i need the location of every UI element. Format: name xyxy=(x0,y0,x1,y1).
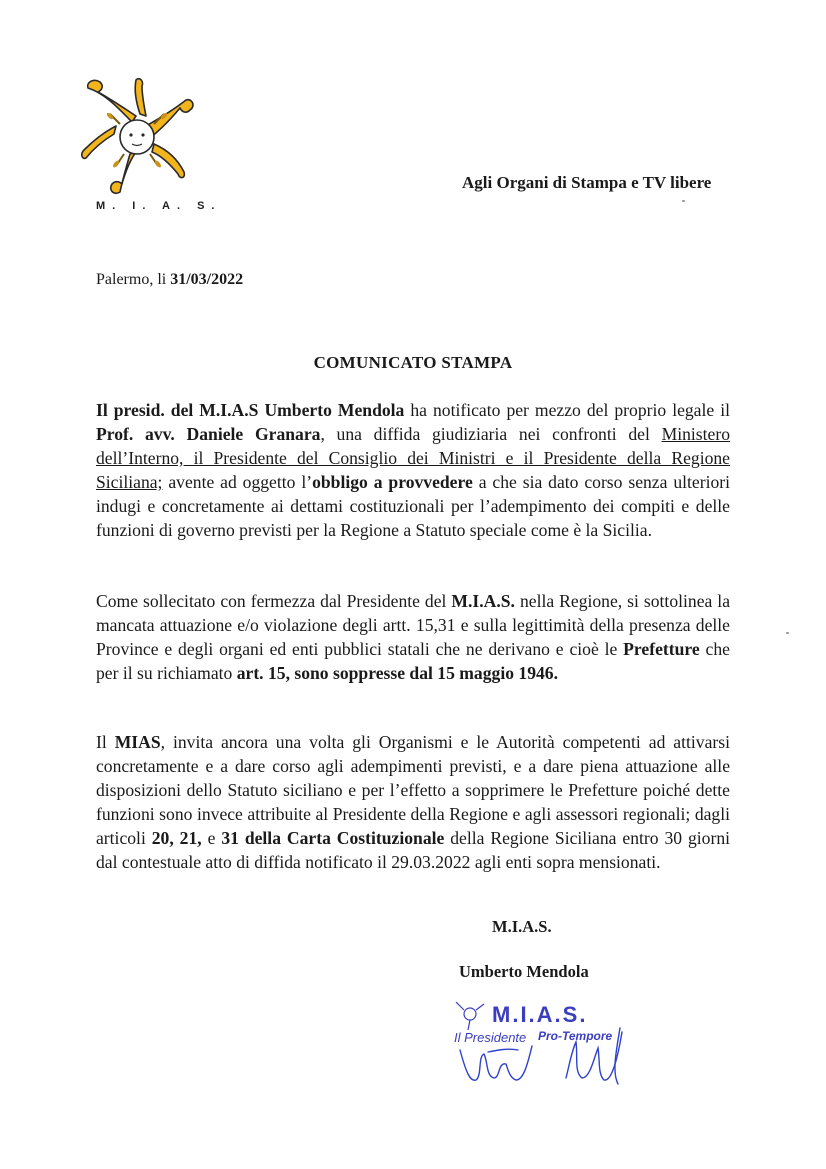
scan-speck xyxy=(682,200,685,202)
p2-text-2: nella Regione, si sottolinea la mancata attuazione e/o violazione degli artt. 15,31 e sulla legittimità della presenza delle Province e degli organi ed enti pubblici statali che ne derivano e cioè le xyxy=(96,591,730,659)
p1-bold-2: Prof. avv. Daniele Granara xyxy=(96,424,321,444)
p1-text-3: avente ad oggetto l’ xyxy=(162,472,313,492)
p3-text-1: Il xyxy=(96,732,115,752)
trinacria-logo-icon xyxy=(74,74,200,200)
date-prefix: Palermo, li xyxy=(96,271,171,288)
p1-bold-3: obbligo a provvedere xyxy=(312,472,473,492)
p3-bold-1: MIAS xyxy=(114,732,161,752)
p3-text-4: della Regione Siciliana entro 30 giorni dal contestuale atto di diffida notificato il 29.03.2022 agli enti sopra mensionati. xyxy=(96,828,731,872)
p1-bold-1: Il presid. del M.I.A.S Umberto Mendola xyxy=(96,400,405,420)
p1-text-1: ha notificato per mezzo del proprio legale il xyxy=(404,400,730,420)
scan-speck xyxy=(786,632,789,634)
p1-text-4: a che sia dato corso senza ulteriori indugi e concretamente ai dettami costituzionali per l’adempimento dei compiti e delle funzioni di governo previsti per la Regione a Statuto speciale come è la Sicilia. xyxy=(96,472,730,540)
paragraph-1 xyxy=(96,398,730,542)
signature-stamp xyxy=(448,992,648,1088)
stamp-emblem-icon xyxy=(456,1002,484,1030)
date-line xyxy=(96,271,243,289)
p3-bold-3: 31 della Carta Costituzionale xyxy=(221,828,445,848)
stamp-line-2a: Il Presidente xyxy=(454,1030,527,1045)
document-title: COMUNICATO STAMPA xyxy=(313,353,513,372)
signer-name: Umberto Mendola xyxy=(459,962,589,981)
stamp-line-2b: Pro-Tempore xyxy=(538,1029,613,1043)
p3-bold-2: 20, 21, xyxy=(151,828,202,848)
logo-caption: M. I. A. S. xyxy=(96,200,222,212)
paragraph-3 xyxy=(96,730,730,874)
p2-text-1: Come sollecitato con fermezza dal Presidente del xyxy=(96,591,452,611)
recipient-line: Agli Organi di Stampa e TV libere xyxy=(462,173,712,192)
p3-text-2: , invita ancora una volta gli Organismi e le Autorità competenti ad attivarsi concretamente e a dare corso agli adempimenti previsti, e a dare piena attuazione alle disposizioni dello Statuto siciliano e per l’effetto a sopprimere le Prefetture poiché dette funzioni sono invece attribuite al Presidente della Regione e agli assessori regionali; dagli articoli xyxy=(96,732,730,848)
p2-bold-3: art. 15, sono soppresse dal 15 maggio 1946. xyxy=(236,663,558,683)
p1-text-2: , una diffida giudiziaria nei confronti del xyxy=(320,424,662,444)
p2-bold-1: M.I.A.S. xyxy=(451,591,515,611)
closing-org: M.I.A.S. xyxy=(492,917,552,936)
paragraph-2 xyxy=(96,589,730,685)
stamp-line-1: M.I.A.S. xyxy=(492,1002,588,1027)
p2-bold-2: Prefetture xyxy=(623,639,700,659)
p1-underlined: Ministero dell’Interno, il Presidente del Consiglio dei Ministri e il Presidente della Regione Siciliana; xyxy=(96,424,730,492)
date-value: 31/03/2022 xyxy=(170,271,244,288)
p2-text-3: che per il su richiamato xyxy=(96,639,730,683)
p3-text-3: e xyxy=(201,828,222,848)
